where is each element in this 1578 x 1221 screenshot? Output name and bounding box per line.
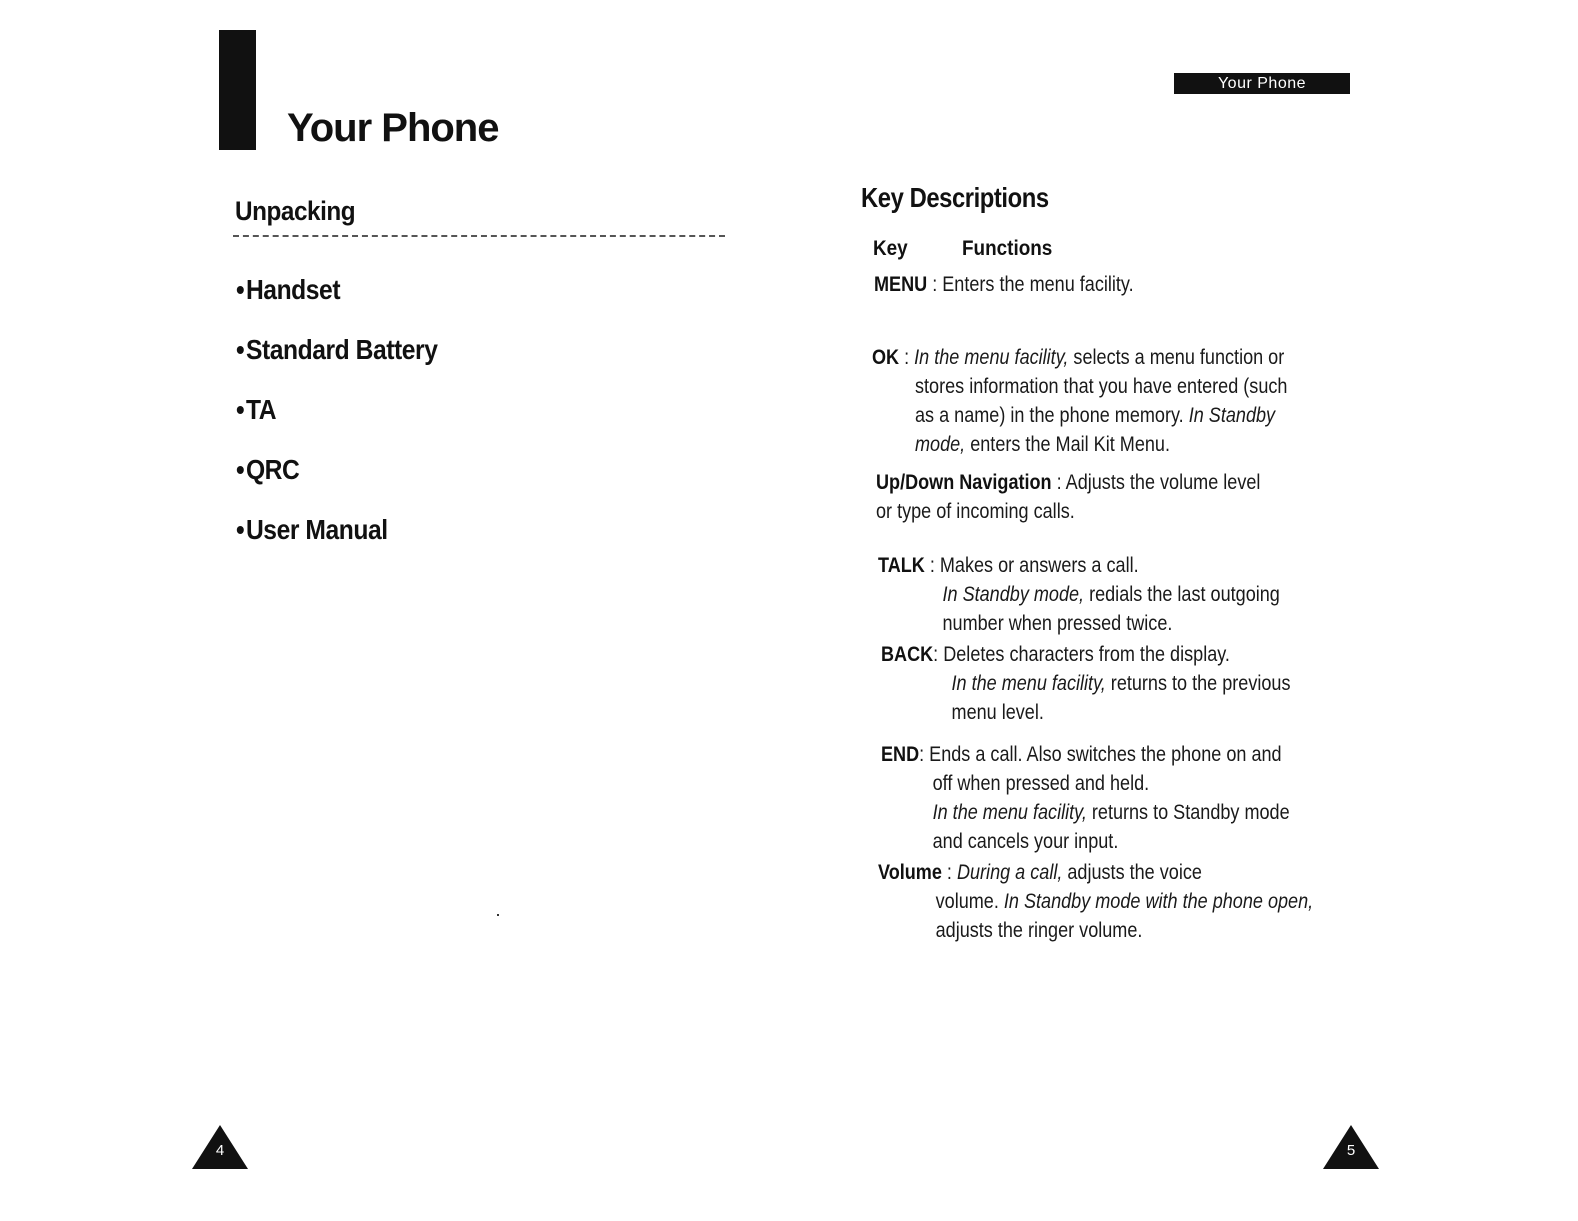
emphasis-text: In Standby mode, bbox=[942, 583, 1085, 606]
key-description: and cancels your input. bbox=[932, 830, 1119, 853]
list-item bbox=[236, 390, 437, 450]
key-description: Makes or answers a call. bbox=[939, 554, 1139, 577]
emphasis-text: In the menu facility, bbox=[951, 672, 1106, 695]
key-separator: : bbox=[919, 743, 930, 766]
emphasis-text: In the menu facility, bbox=[914, 346, 1069, 369]
key-description: volume. bbox=[935, 890, 1004, 913]
page-number-badge bbox=[192, 1125, 248, 1169]
key-description: Enters the menu facility. bbox=[942, 273, 1134, 296]
emphasis-text: mode, bbox=[915, 433, 966, 456]
key-entry-menu bbox=[874, 270, 1134, 299]
bullet-icon: • bbox=[236, 274, 245, 305]
list-item-label: Standard Battery bbox=[245, 334, 438, 365]
bullet-icon: • bbox=[236, 394, 245, 425]
column-header-key: Key bbox=[873, 237, 908, 260]
key-description: or type of incoming calls. bbox=[876, 500, 1075, 523]
unpacking-list bbox=[236, 270, 465, 570]
bullet-icon: • bbox=[236, 454, 245, 485]
emphasis-text: In Standby bbox=[1188, 404, 1276, 427]
key-description: adjusts the voice bbox=[1062, 861, 1202, 884]
section-heading-unpacking: Unpacking bbox=[235, 196, 356, 226]
list-item-label: User Manual bbox=[245, 514, 388, 545]
list-item bbox=[236, 270, 437, 330]
emphasis-text: During a call, bbox=[956, 861, 1063, 884]
key-name: BACK bbox=[881, 643, 934, 666]
key-description: enters the Mail Kit Menu. bbox=[965, 433, 1170, 456]
page-number: 4 bbox=[215, 1142, 225, 1159]
key-separator: : bbox=[924, 554, 940, 577]
key-name: MENU bbox=[874, 273, 928, 296]
key-name: TALK bbox=[878, 554, 925, 577]
key-separator: : bbox=[899, 346, 915, 369]
key-description: redials the last outgoing bbox=[1084, 583, 1280, 606]
key-entry-back bbox=[881, 640, 1290, 727]
page-number-badge bbox=[1323, 1125, 1379, 1169]
list-item bbox=[236, 510, 437, 570]
key-name: Up/Down Navigation bbox=[876, 471, 1052, 494]
key-description: off when pressed and held. bbox=[932, 772, 1150, 795]
emphasis-text: In Standby mode with the phone open, bbox=[1003, 890, 1314, 913]
bullet-icon: • bbox=[236, 514, 245, 545]
key-separator: : bbox=[941, 861, 957, 884]
key-entry-volume bbox=[878, 858, 1313, 945]
list-item-label: QRC bbox=[245, 454, 300, 485]
key-description: Ends a call. Also switches the phone on and bbox=[929, 743, 1282, 766]
emphasis-text: In the menu facility, bbox=[932, 801, 1087, 824]
key-description: adjusts the ringer volume. bbox=[935, 919, 1143, 942]
key-description: stores information that you have entered (such bbox=[915, 375, 1288, 398]
running-header: Your Phone bbox=[1174, 73, 1350, 94]
key-description: selects a menu function or bbox=[1068, 346, 1285, 369]
page-number: 5 bbox=[1346, 1142, 1356, 1159]
key-name: END bbox=[881, 743, 920, 766]
key-description: returns to Standby mode bbox=[1086, 801, 1290, 824]
key-description: menu level. bbox=[951, 701, 1044, 724]
key-entry-talk bbox=[878, 551, 1280, 638]
key-separator: : bbox=[1051, 471, 1066, 494]
key-description: Deletes characters from the display. bbox=[943, 643, 1230, 666]
list-item bbox=[236, 330, 437, 390]
key-separator: : bbox=[927, 273, 943, 296]
key-entry-end bbox=[881, 740, 1290, 856]
chapter-marker-bar bbox=[219, 30, 256, 150]
chapter-title: Your Phone bbox=[287, 106, 499, 150]
column-header-functions: Functions bbox=[962, 237, 1053, 260]
list-item bbox=[236, 450, 437, 510]
key-description: Adjusts the volume level bbox=[1065, 471, 1261, 494]
key-description: number when pressed twice. bbox=[942, 612, 1173, 635]
key-entry-ok bbox=[872, 343, 1287, 459]
key-separator: : bbox=[933, 643, 944, 666]
list-item-label: TA bbox=[245, 394, 277, 425]
right-page bbox=[789, 0, 1578, 1221]
list-item-label: Handset bbox=[245, 274, 341, 305]
section-divider bbox=[233, 235, 725, 237]
key-description: as a name) in the phone memory. bbox=[915, 404, 1189, 427]
key-name: OK bbox=[872, 346, 900, 369]
print-speck bbox=[497, 914, 499, 916]
section-heading-key-descriptions: Key Descriptions bbox=[861, 182, 1049, 213]
key-entry-updown-navigation bbox=[876, 468, 1260, 526]
bullet-icon: • bbox=[236, 334, 245, 365]
key-name: Volume bbox=[878, 861, 942, 884]
key-description: returns to the previous bbox=[1105, 672, 1291, 695]
